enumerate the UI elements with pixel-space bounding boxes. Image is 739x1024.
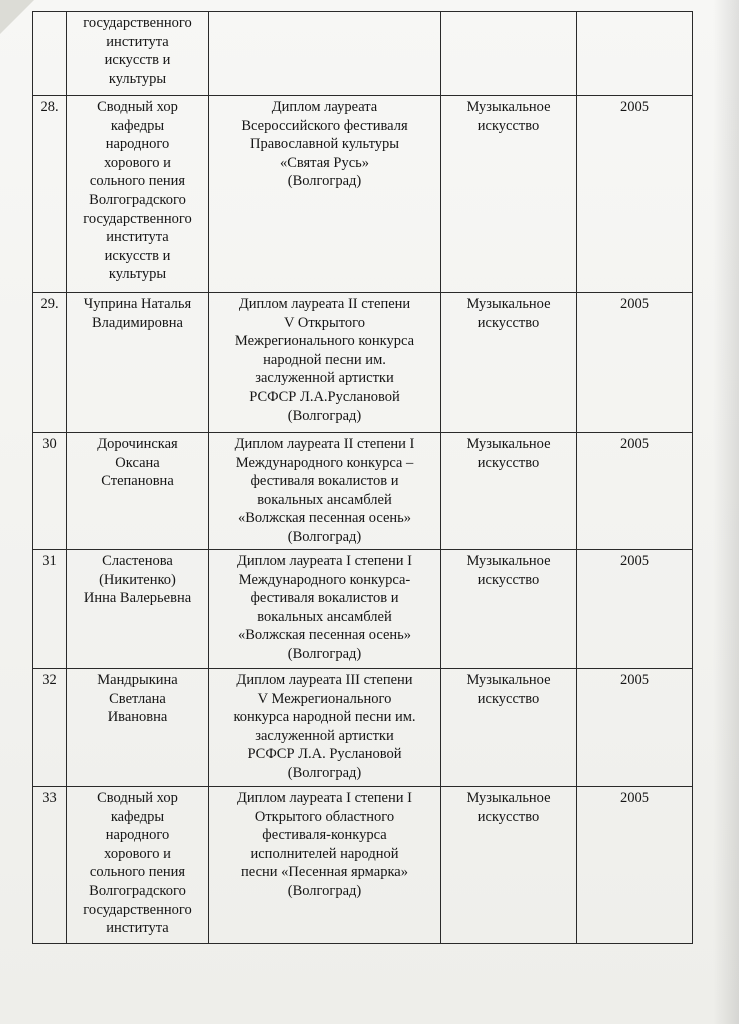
row-number-cell [33, 12, 67, 96]
field-cell: Музыкальное искусство [441, 433, 577, 550]
field-cell: Музыкальное искусство [441, 787, 577, 944]
row-number-cell: 29. [33, 293, 67, 433]
participant-cell: Мандрыкина Светлана Ивановна [67, 669, 209, 787]
award-cell: Диплом лауреата Всероссийского фестиваля Православной культуры «Святая Русь» (Волгоград) [209, 96, 441, 293]
participant-cell: государственного института искусств и культуры [67, 12, 209, 96]
award-cell: Диплом лауреата I степени I Международного конкурса- фестиваля вокалистов и вокальных ансамблей «Волжская песенная осень» (Волгоград) [209, 550, 441, 669]
year-cell [577, 12, 693, 96]
row-number-cell: 33 [33, 787, 67, 944]
participant-cell: Дорочинская Оксана Степановна [67, 433, 209, 550]
award-cell [209, 12, 441, 96]
table-row [33, 550, 693, 669]
participant-cell: Сводный хор кафедры народного хорового и сольного пения Волгоградского государственного института искусств и культуры [67, 96, 209, 293]
page-edge-shadow [713, 0, 739, 1024]
table-row [33, 293, 693, 433]
year-cell: 2005 [577, 96, 693, 293]
table-row [33, 669, 693, 787]
row-number-cell: 30 [33, 433, 67, 550]
award-cell: Диплом лауреата II степени V Открытого Межрегионального конкурса народной песни им. заслуженной артистки РСФСР Л.А.Руслановой (Волгоград) [209, 293, 441, 433]
participant-cell: Сластенова (Никитенко) Инна Валерьевна [67, 550, 209, 669]
year-cell: 2005 [577, 669, 693, 787]
award-cell: Диплом лауреата II степени I Международного конкурса – фестиваля вокалистов и вокальных ансамблей «Волжская песенная осень» (Волгоград) [209, 433, 441, 550]
awards-table [32, 11, 693, 944]
award-cell: Диплом лауреата III степени V Межрегионального конкурса народной песни им. заслуженной артистки РСФСР Л.А. Руслановой (Волгоград) [209, 669, 441, 787]
table-row [33, 96, 693, 293]
year-cell: 2005 [577, 433, 693, 550]
field-cell: Музыкальное искусство [441, 669, 577, 787]
row-number-cell: 32 [33, 669, 67, 787]
table-row [33, 787, 693, 944]
field-cell [441, 12, 577, 96]
year-cell: 2005 [577, 550, 693, 669]
field-cell: Музыкальное искусство [441, 550, 577, 669]
year-cell: 2005 [577, 293, 693, 433]
row-number-cell: 31 [33, 550, 67, 669]
participant-cell: Сводный хор кафедры народного хорового и сольного пения Волгоградского государственного института [67, 787, 209, 944]
table-row [33, 12, 693, 96]
field-cell: Музыкальное искусство [441, 96, 577, 293]
table-row [33, 433, 693, 550]
participant-cell: Чуприна Наталья Владимировна [67, 293, 209, 433]
row-number-cell: 28. [33, 96, 67, 293]
award-cell: Диплом лауреата I степени I Открытого областного фестиваля-конкурса исполнителей народной песни «Песенная ярмарка» (Волгоград) [209, 787, 441, 944]
page-corner-fold [0, 0, 34, 34]
year-cell: 2005 [577, 787, 693, 944]
field-cell: Музыкальное искусство [441, 293, 577, 433]
